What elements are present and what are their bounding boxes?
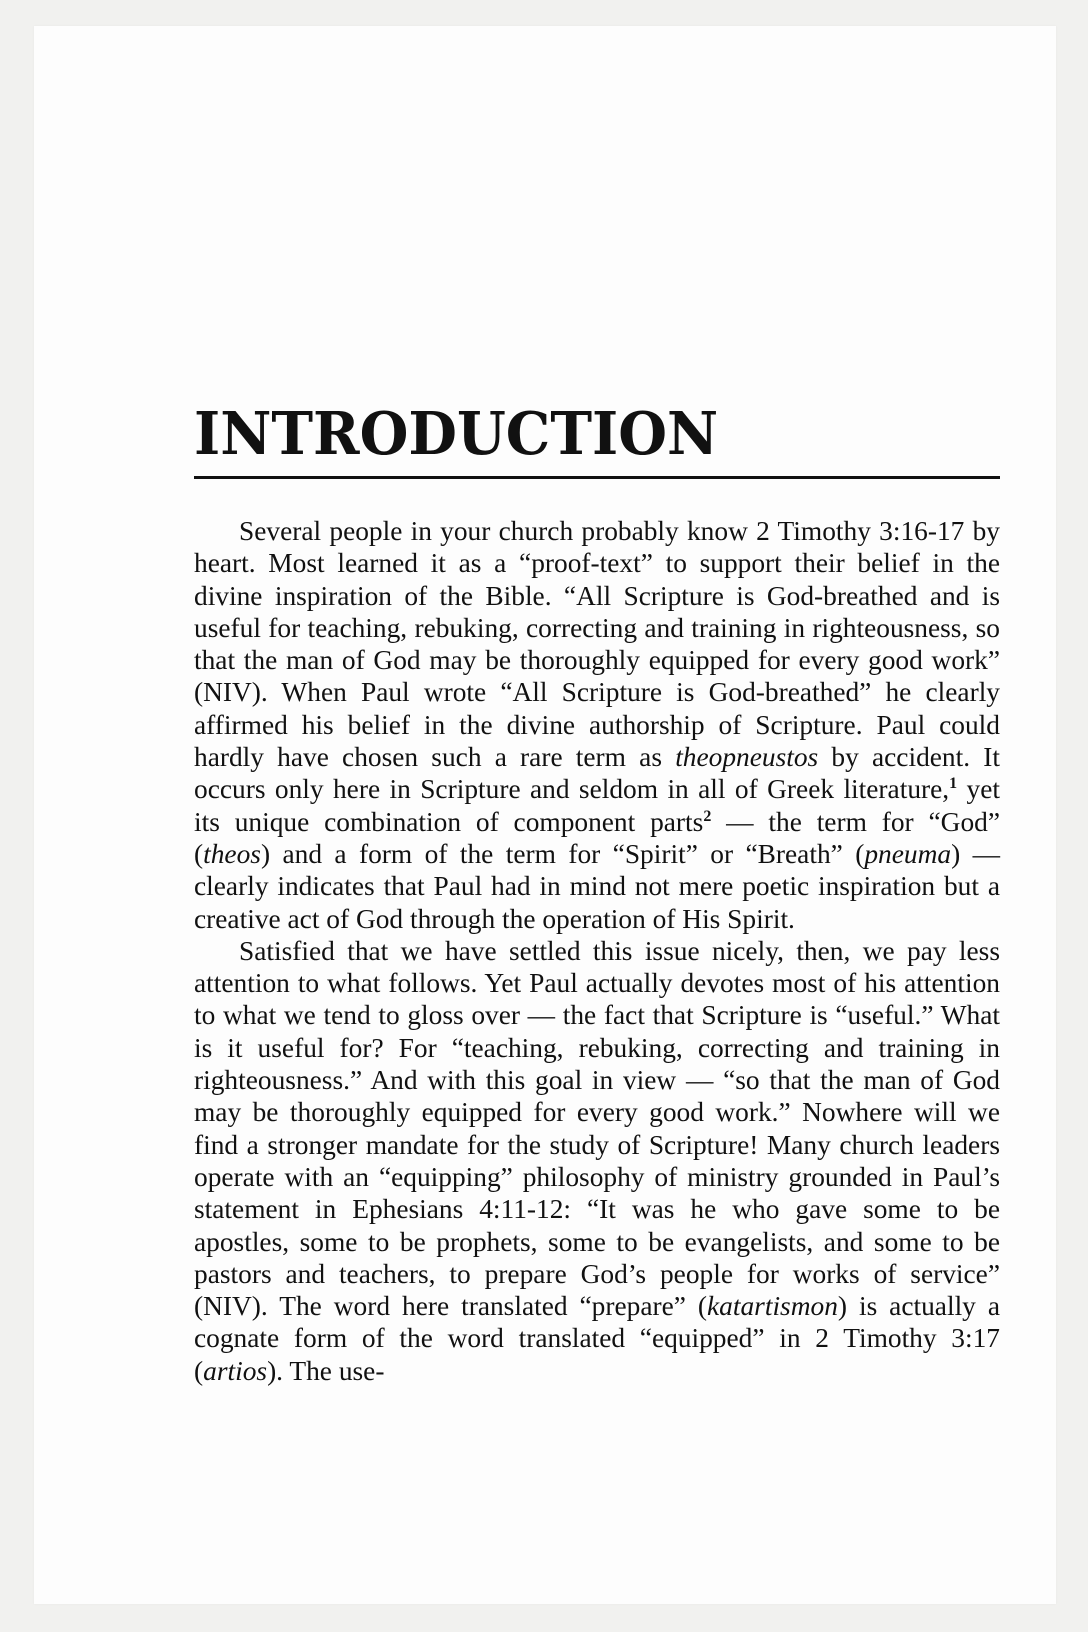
paragraph-2-text: Satisfied that we have settled this issue nicely, then, we pay less attention to what follows. Yet Paul actually devotes most of his attention to what we tend to gloss over — the fact that Scripture is “useful.” What is it useful for? For “teaching, rebuking, correcting and training in righteousness.” And with this goal in view — “so that the man of God may be thoroughly equipped for every good work.” Nowhere will we find a stronger mandate for the study of Scripture! Many church leaders operate with an “equipping” philosophy of ministry grounded in Paul’s statement in Ephesians 4:11-12: “It was he who gave some to be apostles, some to be prophets, some to be evangelists, and some to be pastors and teachers, to prepare God’s people for works of service” (NIV). The word here translated “prepare” ( [194,935,1000,1322]
paragraph-1-text: Several people in your church probably know 2 Timothy 3:16-17 by heart. Most learned it as a “proof-text” to support their belief in the divine inspiration of the Bible. “All Scripture is God-breathed and is useful for teaching, rebuking, correcting and training in righteousness, so that the man of God may be thoroughly equipped for every good work” (NIV). When Paul wrote “All Scripture is God-breathed” he clearly affirmed his belief in the divine authorship of Scripture. Paul could hardly have chosen such a rare term as [194,516,1000,773]
term-theopneustos: theopneustos [675,742,819,773]
page-content [194,399,1000,1387]
term-pneuma: pneuma [864,838,952,869]
body-text [194,515,1000,1387]
term-artios: artios [203,1355,268,1386]
paragraph-1-text: — the term for “God” ( [194,806,1000,869]
book-page [34,26,1056,1604]
footnote-marker-2: 2 [703,807,712,825]
term-theos: theos [203,838,261,869]
paragraph-1 [194,515,1000,935]
chapter-title: INTRODUCTION [194,399,719,470]
footnote-marker-1: 1 [949,775,958,793]
paragraph-2-text: ) is actually a cognate form of the word translated “equipped” in 2 Timothy 3:17 ( [194,1291,1000,1386]
paragraph-1-text: ) — clearly indicates that Paul had in mind not mere poetic inspiration but a creative act of God through the operation of His Spirit. [194,838,1000,934]
paragraph-1-text: ) and a form of the term for “Spirit” or “Breath” ( [260,838,865,869]
title-rule [194,476,1000,479]
term-katartismon: katartismon [707,1291,838,1322]
paragraph-1-text: by accident. It occurs only here in Scripture and seldom in all of Greek literature, [194,742,1000,805]
paragraph-2 [194,935,1000,1387]
paragraph-2-text: ). The use- [267,1355,385,1386]
paragraph-1-text: yet its unique combination of component parts [194,774,1000,837]
